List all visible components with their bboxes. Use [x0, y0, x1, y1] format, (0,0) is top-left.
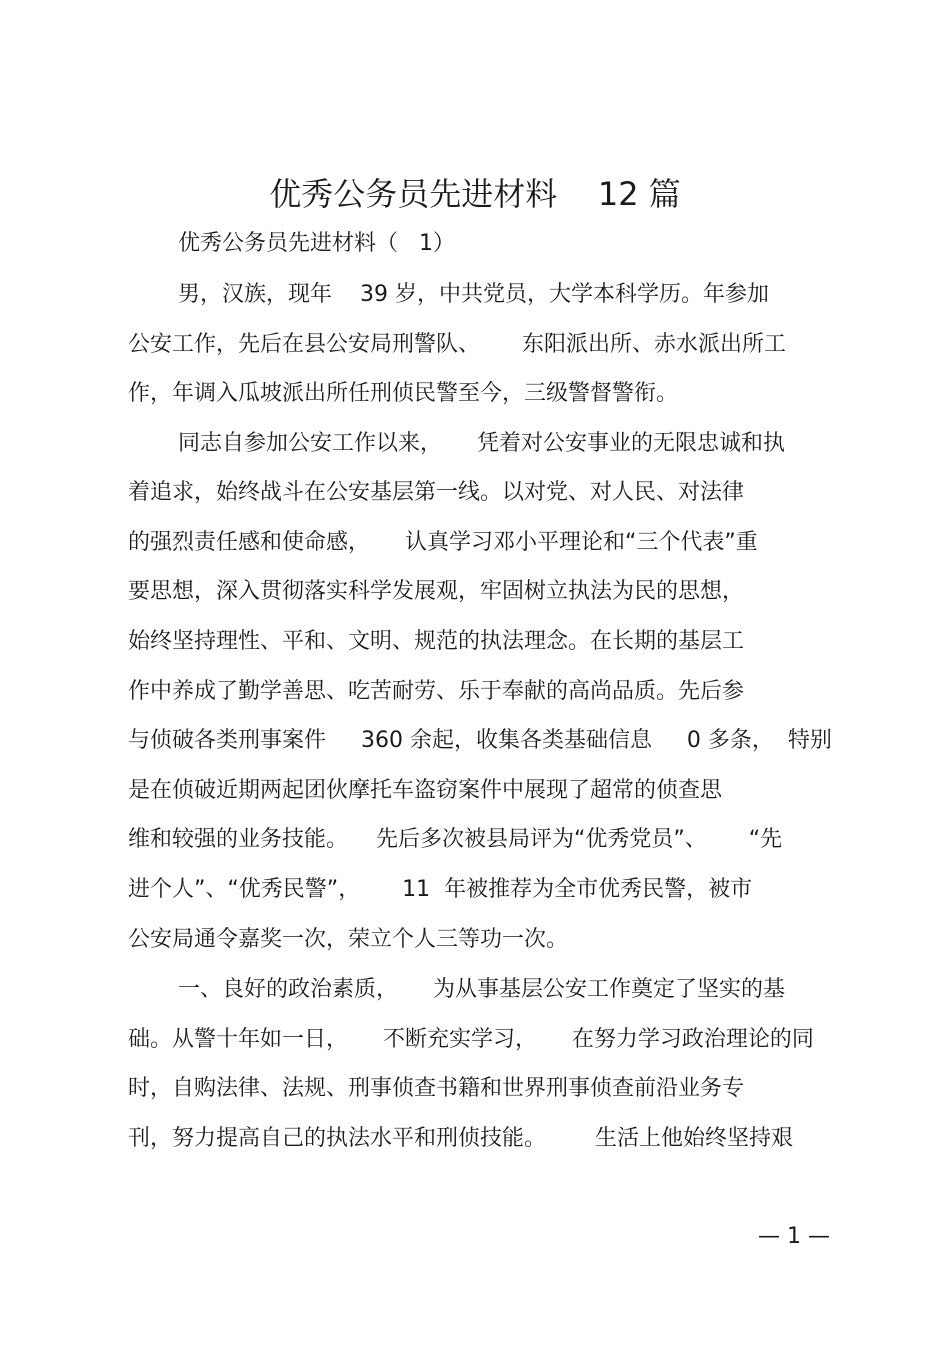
paragraph-line: 是在侦破近期两起团伙摩托车盗窃案件中展现了超常的侦查思	[128, 778, 723, 803]
paragraph-line: 一、良好的政治素质， 为从事基层公安工作奠定了坚实的基	[178, 977, 785, 1002]
document-title: 优秀公务员先进材料 12 篇	[269, 175, 681, 213]
paragraph-line: 公安局通令嘉奖一次，荣立个人三等功一次。	[128, 927, 569, 952]
paragraph-line: 公安工作，先后在县公安局刑警队、 东阳派出所、赤水派出所工	[128, 332, 786, 357]
paragraph-line: 着追求，始终战斗在公安基层第一线。以对党、对人民、对法律	[128, 480, 745, 505]
paragraph-line: 作，年调入瓜坡派出所任刑侦民警至今，三级警督警衔。	[128, 381, 679, 406]
paragraph-line: 同志自参加公安工作以来， 凭着对公安事业的无限忠诚和执	[178, 431, 785, 456]
paragraph-line: 进个人”、“优秀民警”， 11 年被推荐为全市优秀民警，被市	[128, 877, 753, 902]
paragraph-line: 与侦破各类刑事案件 360 余起，收集各类基础信息 0 多条， 特别	[128, 728, 832, 753]
paragraph-line: 男，汉族，现年 39 岁，中共党员，大学本科学历。年参加	[178, 282, 769, 307]
paragraph-line: 础。从警十年如一日， 不断充实学习， 在努力学习政治理论的同	[128, 1027, 814, 1052]
paragraph-line: 时，自购法律、法规、刑事侦查书籍和世界刑事侦查前沿业务专	[128, 1076, 745, 1101]
page-number: — 1 —	[758, 1224, 830, 1249]
paragraph-line: 的强烈责任感和使命感， 认真学习邓小平理论和“三个代表”重	[128, 530, 758, 555]
paragraph-line: 维和较强的业务技能。 先后多次被县局评为“优秀党员”、 “先	[128, 827, 783, 852]
subtitle-line: 优秀公务员先进材料（ 1）	[178, 231, 455, 256]
paragraph-line: 始终坚持理性、平和、文明、规范的执法理念。在长期的基层工	[128, 629, 745, 654]
paragraph-line: 作中养成了勤学善思、吃苦耐劳、乐于奉献的高尚品质。先后参	[128, 679, 745, 704]
paragraph-line: 刊，努力提高自己的执法水平和刑侦技能。 生活上他始终坚持艰	[128, 1126, 793, 1151]
paragraph-line: 要思想，深入贯彻落实科学发展观，牢固树立执法为民的思想，	[128, 579, 745, 604]
